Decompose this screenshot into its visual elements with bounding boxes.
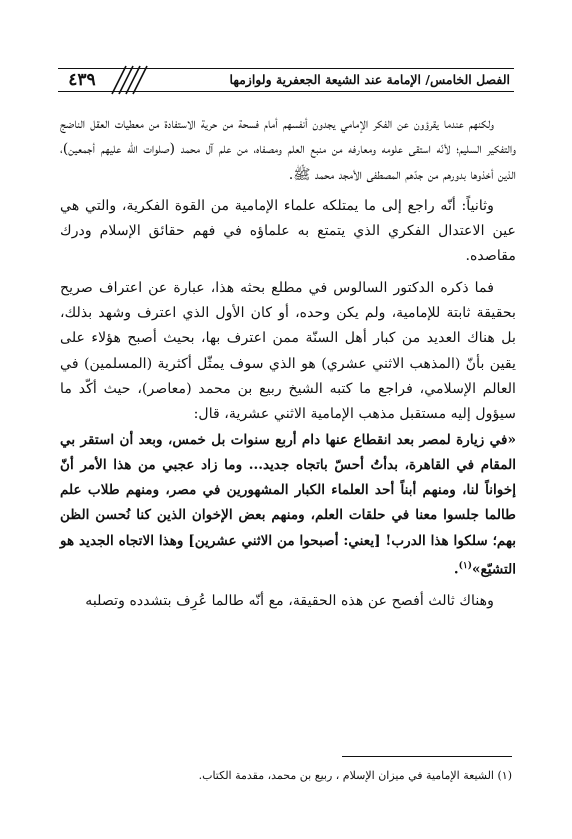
quote-paragraph: «في زيارة لمصر بعد انقطاع عنها دام أربع سنوات بل خمس، وبعد أن استقر بي المقام في القاهرة، بدأتُ أحسّ باتجاه جديد... وما زاد عجبي من هذا الأمر أنّ إخواناً لنا، ومنهم أبناً أحد العلماء الكبار المشهورين في مصر، ومنهم طلاب علم طالما جلسوا معنا في حلقات العلم، ومنهم بعض الإخوان الذين كنا نُحسن الظن بهم؛ سلكوا هذا الدرب! [يعني: أصبحوا من الاثني عشرين] وهذا الاتجاه الجديد هو التشيّع»$^{(١)}$.	[60, 431, 516, 578]
main-text	[60, 112, 516, 614]
paragraph-2: وثانياً: أنّه راجع إلى ما يمتلكه علماء الإمامية من القوة الفكرية، والتي هي عين الاعتدال الفكري الذي يتمتع به علماؤه في فهم حقائق الإسلام ودرك مقاصده.	[60, 197, 516, 265]
page-header	[58, 62, 514, 98]
chapter-title: الفصل الخامس/ الإمامة عند الشيعة الجعفرية ولوازمها	[229, 72, 510, 87]
footnote-marker: (١)	[458, 561, 473, 572]
paragraph-4: وهناك ثالث أفصح عن هذه الحقيقة، مع أنّه طالما عُرِف بتشدده وتصلبه	[85, 592, 494, 609]
quote-text: «في زيارة لمصر بعد انقطاع عنها دام أربع سنوات بل خمس، وبعد أن استقر بي المقام في القاهرة، بدأتُ أحسّ باتجاه جديد... وما زاد عجبي من هذا الأمر أنّ إخواناً لنا، ومنهم أبناً أحد العلماء الكبار المشهورين في مصر، ومنهم طلاب علم طالما جلسوا معنا في حلقات العلم، ومنهم بعض الإخوان الذين كنا نُحسن الظن بهم؛ سلكوا هذا الدرب! [يعني: أصبحوا من الاثني عشرين] وهذا الاتجاه الجديد هو التشيّع»	[60, 431, 516, 578]
header-slashes-ornament	[106, 64, 156, 96]
paragraph-3: فما ذكره الدكتور السالوس في مطلع بحثه هذا، عبارة عن اعتراف صريح بحقيقة ثابتة للإمامية، ولم يكن وحده، أو كان الأول الذي اعترف وشهد بذلك، بل هناك العديد من كبار أهل السنّة ممن اعترف بها، بحيث أصبح هؤلاء على يقين بأنّ (المذهب الاثني عشري) هو الذي سوف يمثّل أكثرية (المسلمين) في العالم الإسلامي، فراجع ما كتبه الشيخ ربيع بن محمد (معاصر)، حيث أكّد ما سيؤول إليه مستقبل مذهب الإمامية الاثني عشرية، قال:	[60, 279, 516, 423]
footnote: (١) الشيعة الإمامية في ميزان الإسلام ، ربيع بن محمد، مقدمة الكتاب.	[198, 769, 512, 782]
footnote-separator	[342, 756, 512, 757]
page-number: ٤٣٩	[68, 70, 96, 90]
paragraph-1: ولكنهم عندما يقرؤون عن الفكر الإمامي يجدون أنفسهم أمام فسحة من حرية الاستفادة من معطيات العقل الناضج والتفكير السليم؛ لأنّه استقى علومه ومعارفه من منبع العلم ومصفاه، من علم آل محمد (صلوات الله عليهم أجمعين)، الذين أخذوها بدورهم من جدّهم المصطفى الأمجد محمد ﷺ.	[60, 116, 516, 183]
